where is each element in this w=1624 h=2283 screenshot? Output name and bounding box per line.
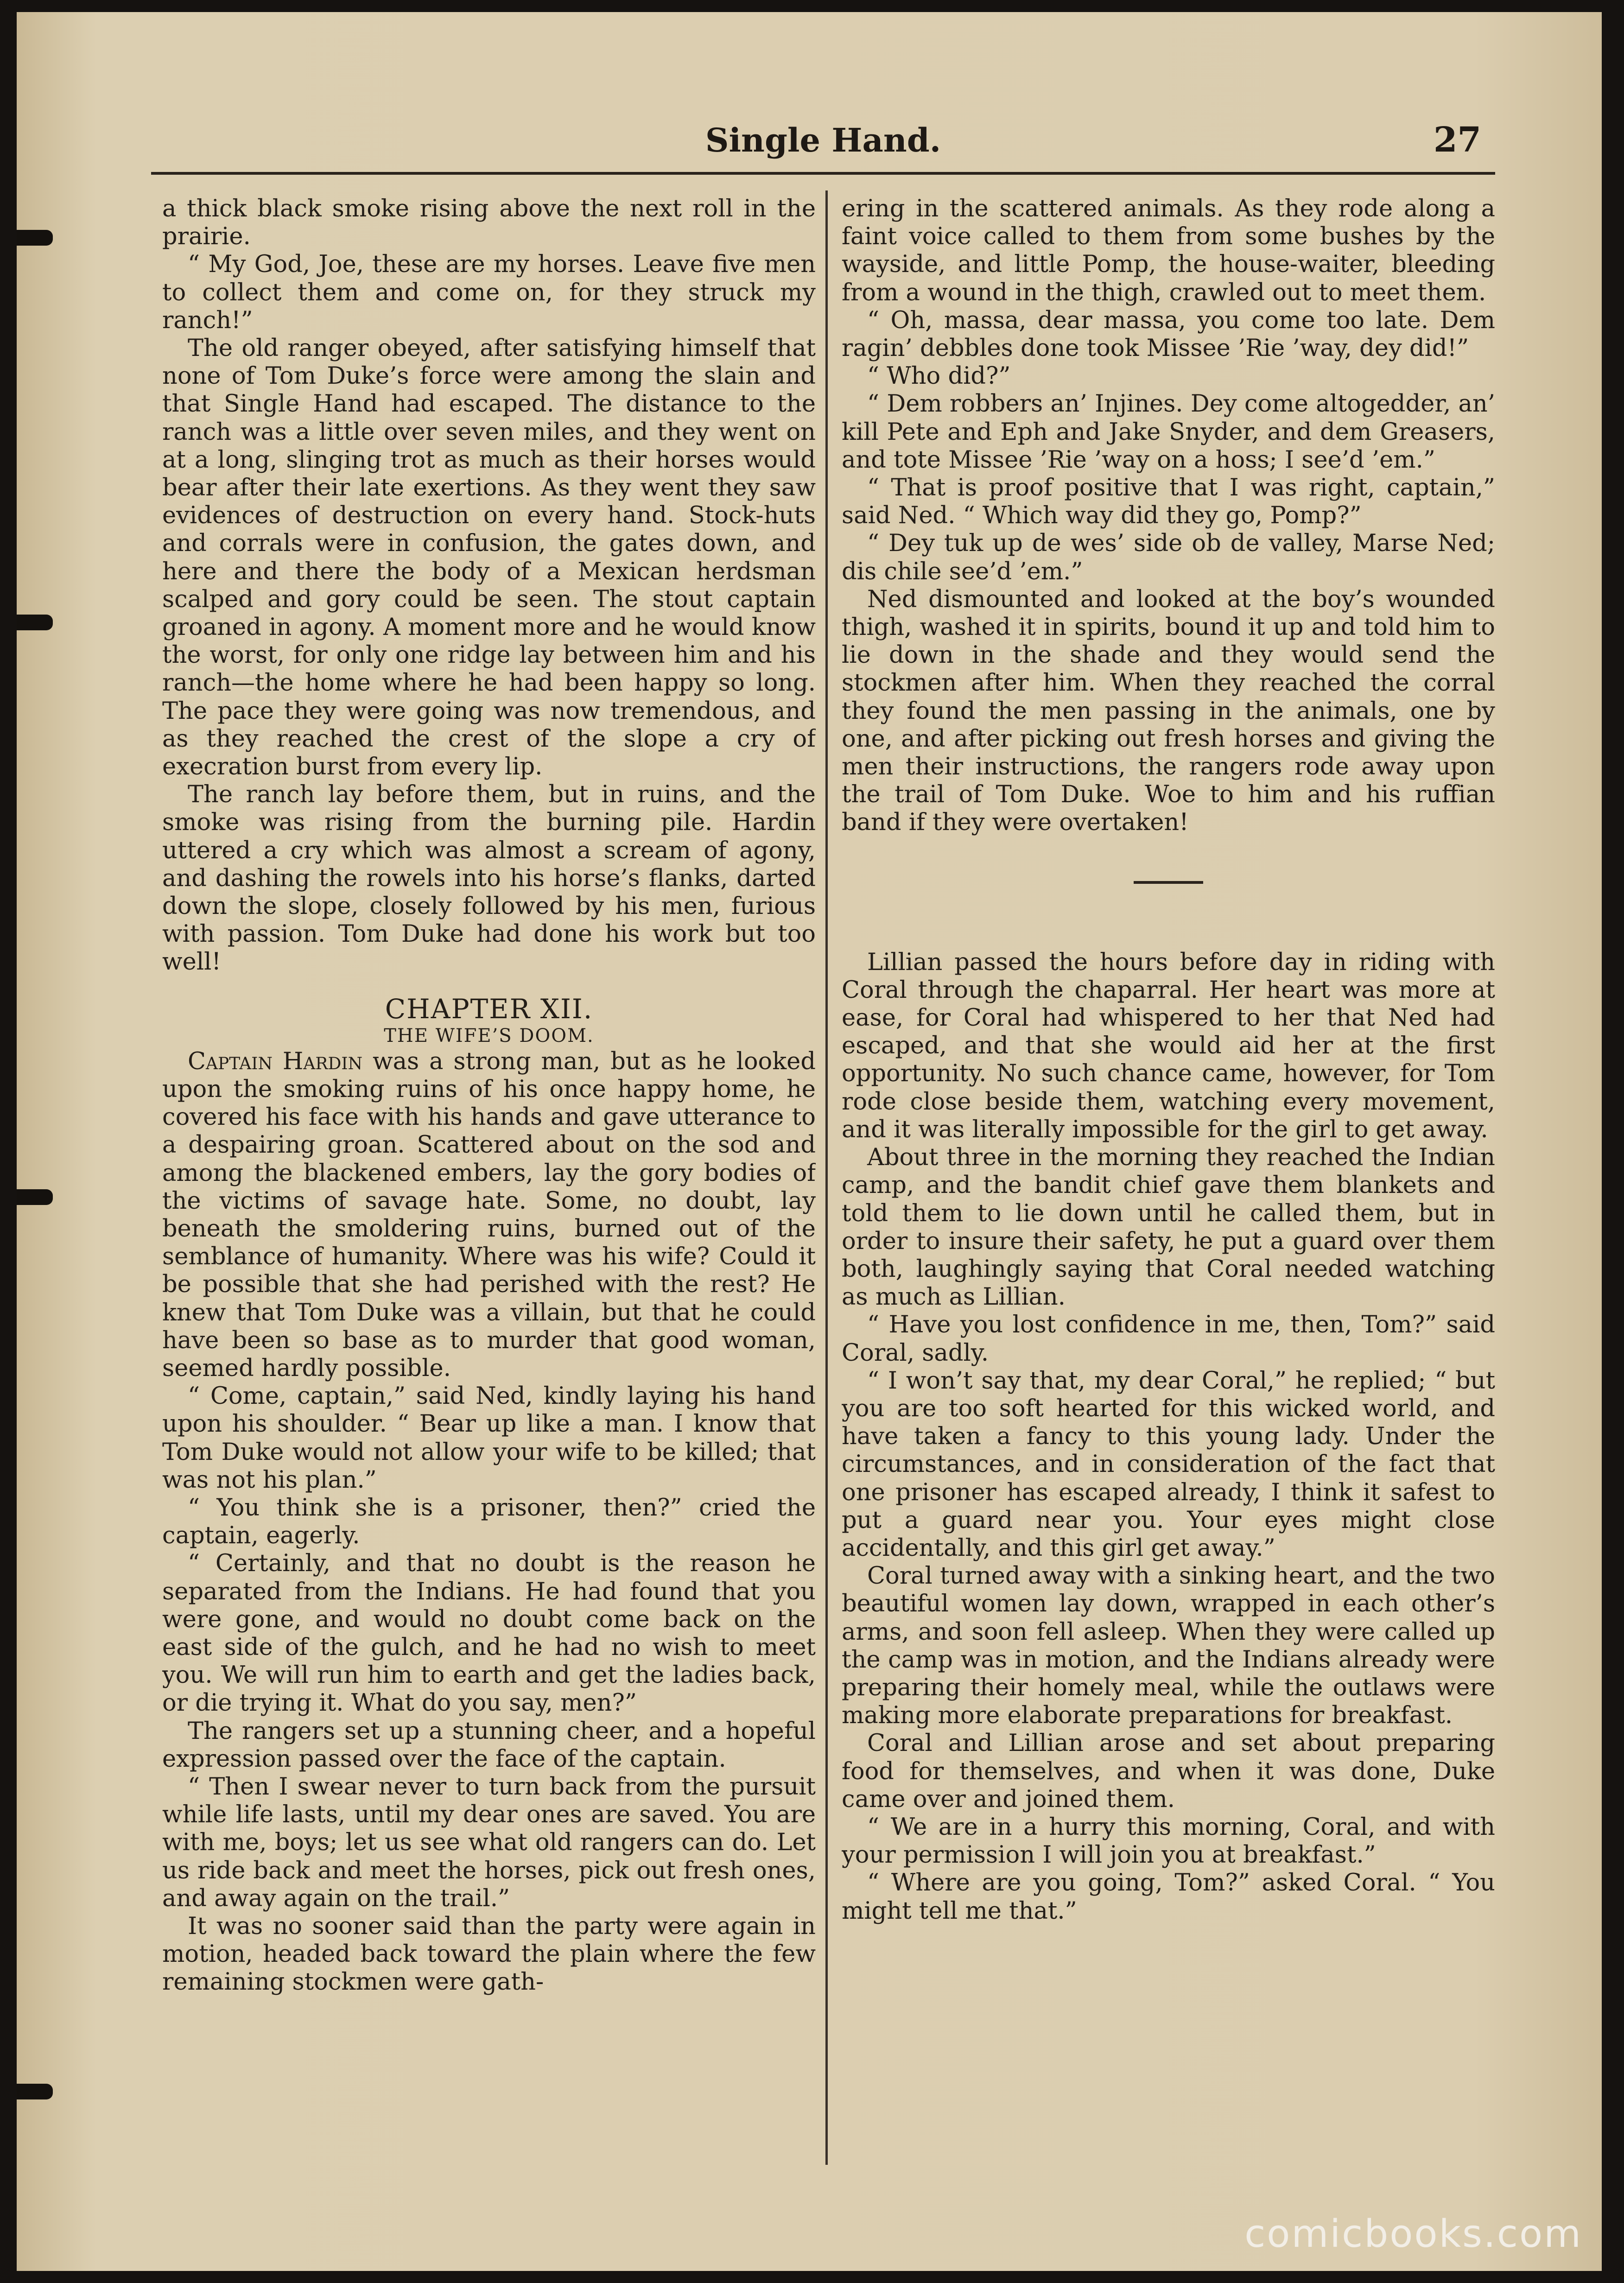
chapter-heading: CHAPTER XII. [385, 993, 593, 1025]
chapter-subtitle: THE WIFE’S DOOM. [384, 1025, 594, 1046]
section-break-rule [1134, 881, 1203, 884]
chapter-opening-paragraph [162, 1048, 816, 1382]
running-title: Single Hand. [705, 121, 941, 159]
watermark-text: comicbooks.com [1244, 2212, 1582, 2256]
page-number: 27 [1434, 120, 1481, 160]
paragraph: “ Dey tuk up de wes’ side ob de valley, Marse Ned; dis chile see’d ’em.” [842, 530, 1495, 585]
right-column [842, 195, 1495, 2165]
binding-stitch [17, 230, 53, 246]
paragraph: ering in the scattered animals. As they rode along a faint voice called to them from some bushes by the wayside, and little Pomp, the house-waiter, bleeding from a wound in the thigh, crawled out to meet them. [842, 195, 1495, 306]
paragraph: “ Who did?” [867, 362, 1011, 390]
paragraph: “ Have you lost confidence in me, then, Tom?” said Coral, sadly. [842, 1311, 1495, 1367]
paragraph: “ Come, captain,” said Ned, kindly laying his hand upon his shoulder. “ Bear up like a man. I know that Tom Duke would not allow your wife to be killed; that was not his plan.” [162, 1382, 816, 1494]
left-column [162, 195, 816, 2165]
paragraph: “ Certainly, and that no doubt is the reason he separated from the Indians. He had found that you were gone, and would no doubt come back on the east side of the gulch, and he had no wish to meet you. We will run him to earth and get the ladies back, or die trying it. What do you say, men?” [162, 1550, 816, 1717]
paragraph: It was no sooner said than the party were again in motion, headed back toward the plain where the few remaining stockmen were gath- [162, 1912, 816, 1996]
paragraph: a thick black smoke rising above the next roll in the prairie. [162, 195, 816, 251]
binding-stitch [17, 2084, 53, 2099]
paragraph: “ Where are you going, Tom?” asked Coral. “ You might tell me that.” [842, 1869, 1495, 1925]
paragraph: “ You think she is a prisoner, then?” cried the captain, eagerly. [162, 1494, 816, 1550]
paragraph: “ My God, Joe, these are my horses. Leave five men to collect them and come on, for they struck my ranch!” [162, 251, 816, 334]
paragraph: “ I won’t say that, my dear Coral,” he replied; “ but you are too soft hearted for this wicked world, and have taken a fancy to this young lady. Under the circumstances, and in consideration of the fact that one prisoner has escaped already, I think it safest to put a guard near you. Your eyes might close accidentally, and this girl get away.” [842, 1367, 1495, 1562]
paragraph: The rangers set up a stunning cheer, and a hopeful expression passed over the face of the captain. [162, 1717, 816, 1773]
paragraph: “ We are in a hurry this morning, Coral, and with your permission I will join you at breakfast.” [842, 1813, 1495, 1869]
chapter-opening-words: Captain Hardin [188, 1047, 363, 1075]
paragraph: “ Then I swear never to turn back from the pursuit while life lasts, until my dear ones are saved. You are with me, boys; let us see what old rangers can do. Let us ride back and meet the horses, pick out fresh ones, and away again on the trail.” [162, 1773, 816, 1912]
paragraph: Coral and Lillian arose and set about preparing food for themselves, and when it was done, Duke came over and joined them. [842, 1730, 1495, 1813]
binding-stitch [17, 1189, 53, 1205]
paragraph: About three in the morning they reached the Indian camp, and the bandit chief gave them blankets and told them to lie down until he called them, but in order to insure their safety, he put a guard over them both, laughingly saying that Coral needed watching as much as Lillian. [842, 1144, 1495, 1311]
paragraph: Lillian passed the hours before day in riding with Coral through the chaparral. Her heart was more at ease, for Coral had whispered to her that Ned had escaped, and that she would aid her at the first opportunity. No such chance came, however, for Tom rode close beside them, watching every movement, and it was literally impossible for the girl to get away. [842, 948, 1495, 1143]
paragraph: “ Oh, massa, dear massa, you come too late. Dem ragin’ debbles done took Missee ’Rie ’way, dey did!” [842, 306, 1495, 362]
chapter-opening-text: was a strong man, but as he looked upon the smoking ruins of his once happy home, he covered his face with his hands and gave utterance to a despairing groan. Scattered about on the sod and among the blackened embers, lay the gory bodies of the victims of savage hate. Some, no doubt, lay beneath the smoldering ruins, burned out of the semblance of humanity. Where was his wife? Could it be possible that she had perished with the rest? He knew that Tom Duke was a villain, but that he could have been so base as to murder that good woman, seemed hardly possible. [162, 1047, 816, 1382]
paragraph: “ Dem robbers an’ Injines. Dey come altogedder, an’ kill Pete and Eph and Jake Snyder, and dem Greasers, and tote Missee ’Rie ’way on a hoss; I see’d ’em.” [842, 390, 1495, 474]
paragraph: Coral turned away with a sinking heart, and the two beautiful women lay down, wrapped in each other’s arms, and soon fell asleep. When they were called up the camp was in motion, and the Indians already were preparing their homely meal, while the outlaws were making more elaborate preparations for breakfast. [842, 1562, 1495, 1730]
column-divider [825, 190, 828, 2165]
binding-stitch [17, 615, 53, 630]
paragraph: The old ranger obeyed, after satisfying himself that none of Tom Duke’s force were among the slain and that Single Hand had escaped. The distance to the ranch was a little over seven miles, and they went on at a long, slinging trot as much as their horses would bear after their late exertions. As they went they saw evidences of destruction on every hand. Stock-huts and corrals were in confusion, the gates down, and here and there the body of a Mexican herdsman scalped and gory could be seen. The stout captain groaned in agony. A moment more and he would know the worst, for only one ridge lay between him and his ranch—the home where he had been happy so long. The pace they were going was now tremendous, and as they reached the crest of the slope a cry of execration burst from every lip. [162, 335, 816, 781]
paragraph: The ranch lay before them, but in ruins, and the smoke was rising from the burning pile. Hardin uttered a cry which was almost a scream of agony, and dashing the rowels into his horse’s flanks, darted down the slope, closely followed by his men, furious with passion. Tom Duke had done his work but too well! [162, 781, 816, 976]
paragraph: “ That is proof positive that I was right, captain,” said Ned. “ Which way did they go, Pomp?” [842, 474, 1495, 530]
book-page [17, 12, 1602, 2271]
running-header [151, 112, 1495, 175]
paragraph: Ned dismounted and looked at the boy’s wounded thigh, washed it in spirits, bound it up and told him to lie down in the shade and they would send the stockmen after him. When they reached the corral they found the men passing in the animals, one by one, and after picking out fresh horses and giving the men their instructions, the rangers rode away upon the trail of Tom Duke. Woe to him and his ruffian band if they were overtaken! [842, 585, 1495, 837]
